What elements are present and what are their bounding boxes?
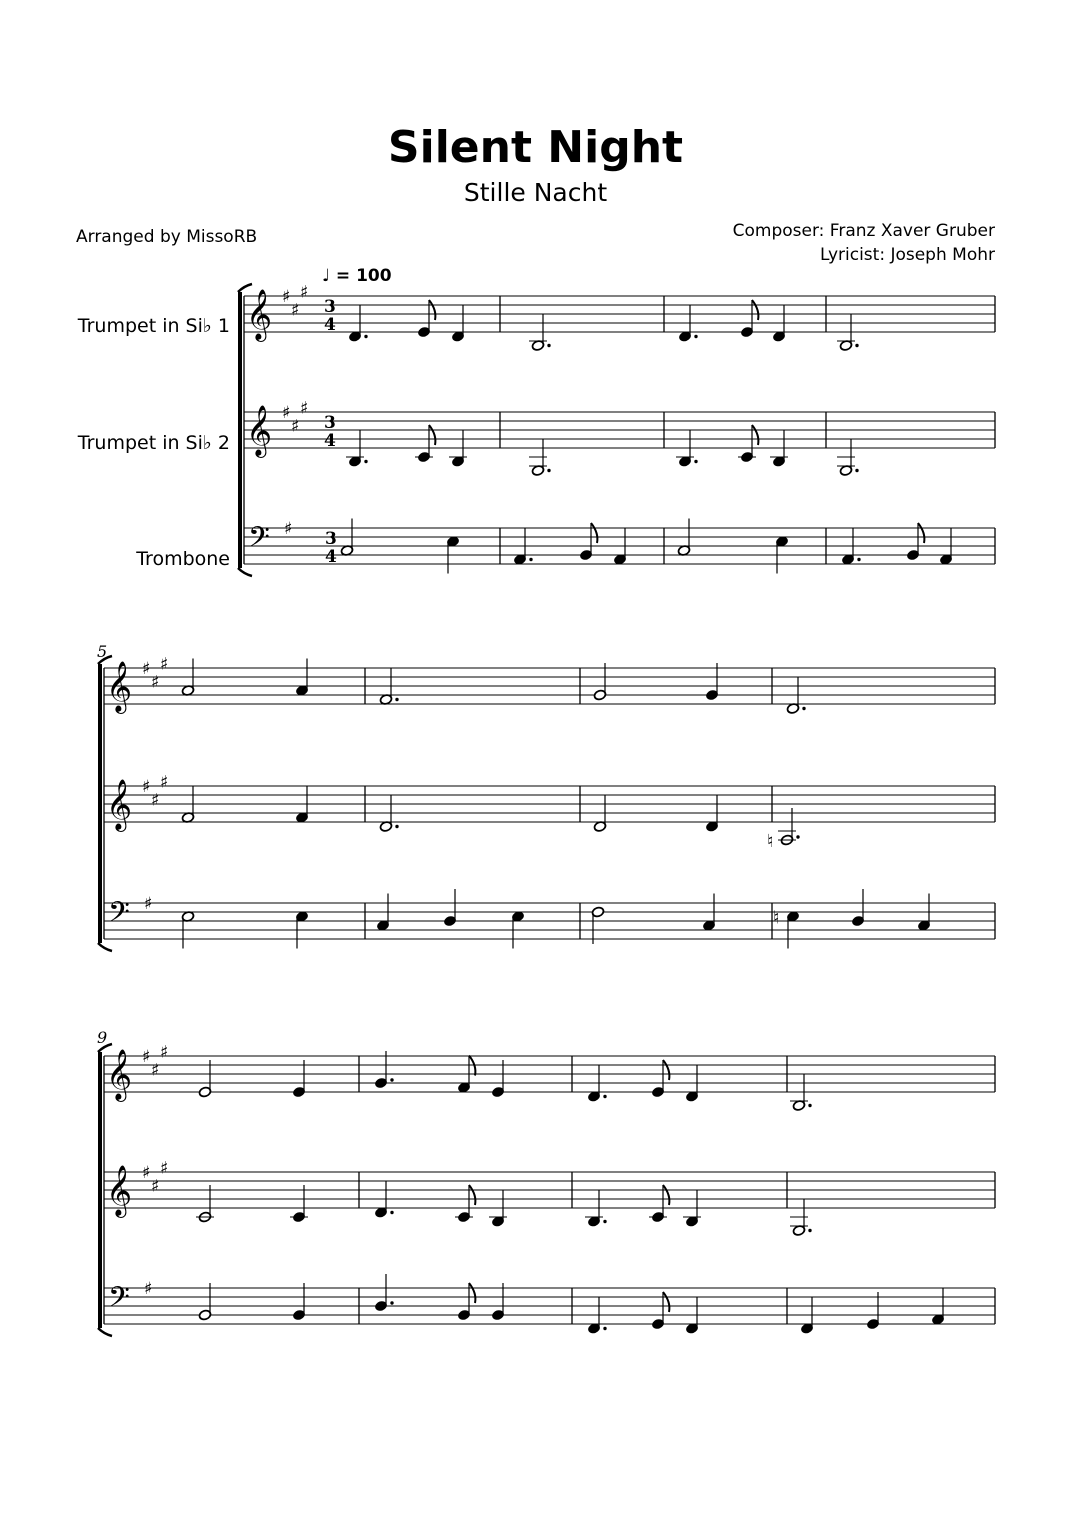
key-sharp: ♯ bbox=[144, 894, 153, 914]
natural-accidental: ♮ bbox=[773, 907, 780, 929]
part-label-trumpet-2: Trumpet in Si♭ 2 bbox=[77, 432, 230, 454]
note-dot bbox=[547, 344, 550, 347]
key-sharp: ♯ bbox=[151, 1060, 160, 1081]
key-sharp: ♯ bbox=[291, 416, 300, 437]
key-sharp: ♯ bbox=[160, 772, 169, 793]
note-flag bbox=[752, 425, 758, 445]
note-flag bbox=[591, 523, 597, 543]
system-bracket bbox=[98, 664, 102, 943]
note-dot bbox=[855, 344, 858, 347]
note-dot bbox=[390, 1301, 393, 1304]
note-flag bbox=[469, 1185, 475, 1205]
bracket-hook bbox=[98, 1328, 112, 1336]
time-sig-beats: 3 bbox=[324, 297, 336, 317]
note-flag bbox=[663, 1292, 669, 1312]
note-dot bbox=[390, 1211, 393, 1214]
key-sharp: ♯ bbox=[151, 1176, 160, 1197]
key-sharp: ♯ bbox=[160, 654, 169, 675]
key-sharp: ♯ bbox=[291, 300, 300, 321]
treble-clef: 𝄞 bbox=[246, 405, 273, 456]
note-dot bbox=[808, 1104, 811, 1107]
bracket-hook bbox=[238, 568, 252, 576]
note-flag bbox=[752, 300, 758, 320]
piece-title: Silent Night bbox=[387, 122, 684, 173]
note-dot bbox=[857, 558, 860, 561]
measure-number-5: 5 bbox=[97, 642, 108, 661]
key-sharp: ♯ bbox=[151, 790, 160, 811]
treble-clef: 𝄞 bbox=[106, 1165, 133, 1216]
note-dot bbox=[364, 335, 367, 338]
key-sharp: ♯ bbox=[144, 1279, 153, 1299]
arranger-credit: Arranged by MissoRB bbox=[76, 227, 258, 247]
key-sharp: ♯ bbox=[142, 1047, 151, 1067]
note-dot bbox=[529, 558, 532, 561]
bracket-hook bbox=[98, 943, 112, 951]
note-dot bbox=[603, 1095, 606, 1098]
key-sharp: ♯ bbox=[142, 1163, 151, 1183]
note-flag bbox=[429, 425, 435, 445]
bass-clef: 𝄢 bbox=[108, 1281, 130, 1321]
system-bracket bbox=[98, 1052, 102, 1328]
natural-accidental: ♮ bbox=[767, 831, 774, 852]
note-flag bbox=[429, 300, 435, 320]
time-sig-type: 4 bbox=[325, 547, 337, 567]
key-sharp: ♯ bbox=[300, 398, 309, 419]
note-dot bbox=[603, 1327, 606, 1330]
key-sharp: ♯ bbox=[160, 1158, 169, 1179]
note-dot bbox=[390, 1078, 393, 1081]
lyricist-credit: Lyricist: Joseph Mohr bbox=[820, 245, 995, 265]
time-sig-type: 4 bbox=[324, 431, 336, 451]
system-bracket bbox=[238, 292, 242, 568]
note-dot bbox=[364, 460, 367, 463]
key-sharp: ♯ bbox=[282, 403, 291, 423]
note-dot bbox=[855, 469, 858, 472]
key-sharp: ♯ bbox=[142, 659, 151, 679]
composer-credit: Composer: Franz Xaver Gruber bbox=[732, 221, 995, 241]
key-sharp: ♯ bbox=[160, 1042, 169, 1063]
time-sig-type: 4 bbox=[324, 315, 336, 335]
note-flag bbox=[918, 523, 924, 543]
note-dot bbox=[694, 460, 697, 463]
note-dot bbox=[547, 469, 550, 472]
note-dot bbox=[603, 1220, 606, 1223]
note-flag bbox=[663, 1060, 669, 1080]
note-dot bbox=[796, 835, 799, 838]
key-sharp: ♯ bbox=[282, 287, 291, 307]
part-label-trumpet-1: Trumpet in Si♭ 1 bbox=[77, 315, 230, 337]
key-sharp: ♯ bbox=[300, 282, 309, 303]
key-sharp: ♯ bbox=[151, 672, 160, 693]
key-sharp: ♯ bbox=[284, 519, 293, 539]
note-dot bbox=[395, 825, 398, 828]
note-flag bbox=[663, 1185, 669, 1205]
part-label-trombone: Trombone bbox=[136, 548, 230, 570]
note-dot bbox=[395, 698, 398, 701]
time-sig-beats: 3 bbox=[324, 413, 336, 433]
bass-clef: 𝄢 bbox=[248, 521, 270, 561]
treble-clef: 𝄞 bbox=[106, 661, 133, 712]
treble-clef: 𝄞 bbox=[246, 289, 273, 340]
measure-number-9: 9 bbox=[97, 1028, 108, 1047]
note-flag bbox=[469, 1283, 475, 1303]
piece-subtitle: Stille Nacht bbox=[463, 178, 608, 207]
time-sig-beats: 3 bbox=[325, 529, 337, 549]
note-dot bbox=[808, 1229, 811, 1232]
treble-clef: 𝄞 bbox=[106, 779, 133, 830]
note-dot bbox=[802, 707, 805, 710]
key-sharp: ♯ bbox=[142, 777, 151, 797]
note-dot bbox=[694, 335, 697, 338]
treble-clef: 𝄞 bbox=[106, 1049, 133, 1100]
bass-clef: 𝄢 bbox=[108, 896, 130, 936]
tempo-marking: ♩ = 100 bbox=[322, 266, 392, 286]
